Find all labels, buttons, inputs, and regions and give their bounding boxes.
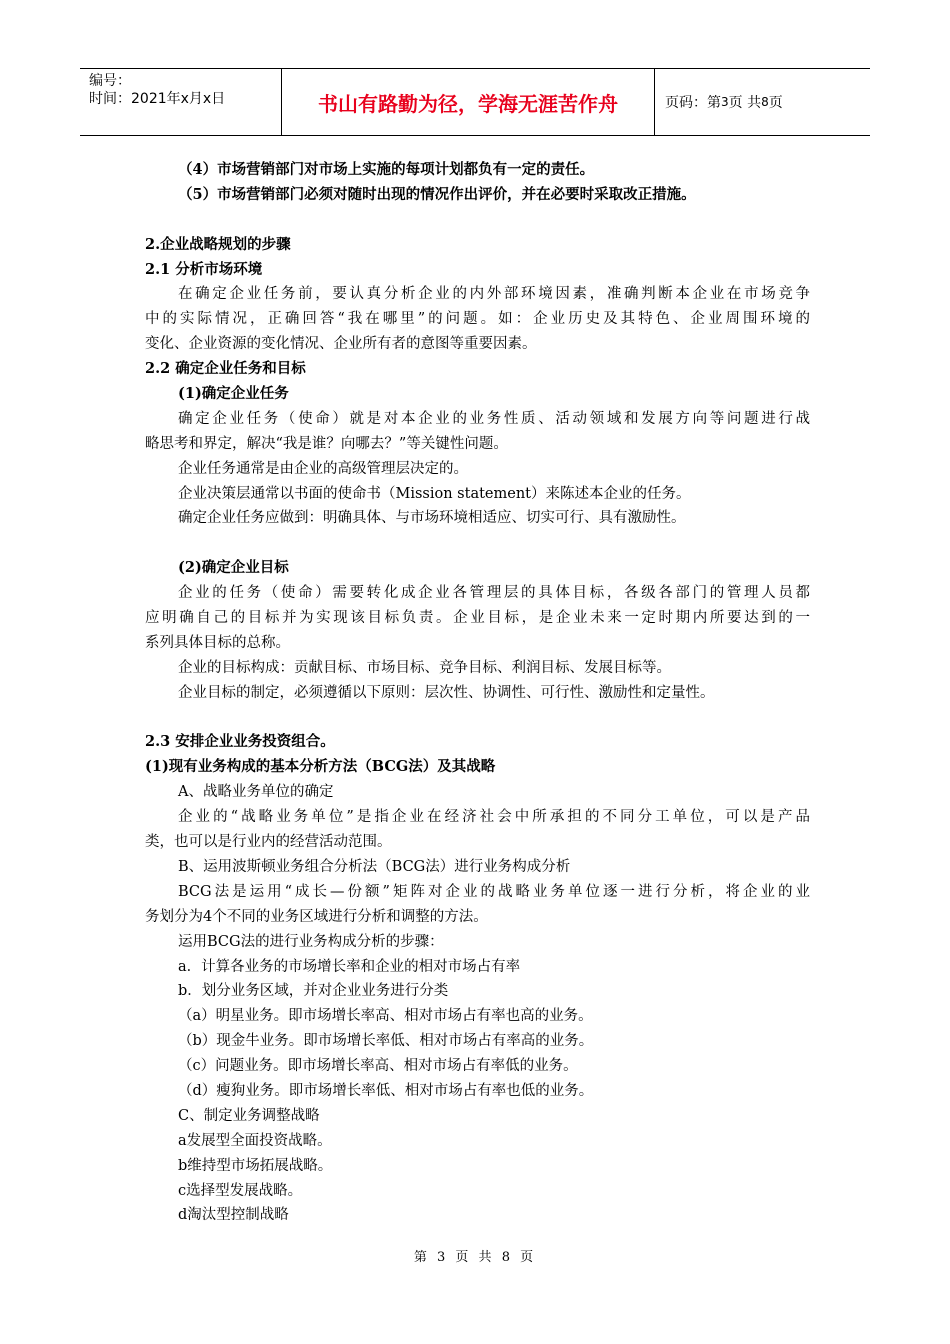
list-item: （c）问题业务。即市场增长率高、相对市场占有率低的业务。 [178,1058,578,1075]
paragraph-line: 企业任务通常是由企业的高级管理层决定的。 [178,460,468,477]
list-item: b．划分业务区域，并对企业业务进行分类 [178,983,449,1000]
list-item: （5）市场营销部门必须对随时出现的情况作出评价，并在必要时采取改正措施。 [178,185,696,203]
paragraph-line: C、制定业务调整战略 [178,1107,320,1124]
paragraph-line: A、战略业务单位的确定 [178,784,334,801]
page-footer: 第 3 页 共 8 页 [413,1250,537,1265]
section-heading: 2.企业战略规划的步骤 [145,235,291,253]
page-prefix: 页码：第 [665,95,721,111]
paragraph-line: 企业的“战略业务单位”是指企业在经济社会中所承担的不同分工单位，可以是产品 [178,809,810,826]
list-item: c选择型发展战略。 [178,1182,303,1199]
page-suffix: 页 [768,95,783,111]
subsection-heading: (1)现有业务构成的基本分析方法（BCG法）及其战略 [145,758,496,776]
paragraph-line: 类，也可以是行业内的经营活动范围。 [145,834,392,851]
paragraph-line: 变化、企业资源的变化情况、企业所有者的意图等重要因素。 [145,336,537,353]
paragraph-line: 略思考和界定，解决“我是谁？向哪去？”等关键性问题。 [145,435,508,452]
page-total: 8 [761,95,769,109]
paragraph-line: 中的实际情况，正确回答“我在哪里”的问题。如：企业历史及其特色、企业周围环境的 [145,311,810,328]
list-item: （a）明星业务。即市场增长率高、相对市场占有率也高的业务。 [178,1008,593,1025]
header-meta [80,69,282,135]
paragraph-line: 系列具体目标的总称。 [145,634,290,651]
paragraph-line: 应明确自己的目标并为实现该目标负责。企业目标，是企业未来一定时期内所要达到的一 [145,610,810,627]
header-motto: 书山有路勤为径，学海无涯苦作舟 [282,69,655,135]
page-header [80,68,870,136]
subsection-heading: (1)确定企业任务 [178,385,289,403]
list-item: （4）市场营销部门对市场上实施的每项计划都负有一定的责任。 [178,161,595,178]
paragraph-line: B、运用波斯顿业务组合分析法（BCG法）进行业务构成分析 [178,858,571,875]
paragraph-line: 企业决策层通常以书面的使命书（Mission statement）来陈述本企业的任务。 [178,485,691,502]
section-heading: 2.1 分析市场环境 [145,260,263,278]
list-item: b维持型市场拓展战略。 [178,1157,333,1174]
list-item: a发展型全面投资战略。 [178,1132,332,1149]
date-label: 时间：2021年x月x日 [89,91,226,107]
page-number: 3 [721,95,729,109]
page-mid: 页 共 [728,95,762,111]
section-heading: 2.3 安排企业业务投资组合。 [145,733,335,751]
paragraph-line: 在确定企业任务前，要认真分析企业的内外部环境因素，准确判断本企业在市场竞争 [178,286,810,303]
number-label: 编号： [89,73,131,89]
paragraph-line: 务划分为4个不同的业务区域进行分析和调整的方法。 [145,908,488,925]
paragraph-line: 企业的目标构成：贡献目标、市场目标、竞争目标、利润目标、发展目标等。 [178,659,671,676]
paragraph-line: 运用BCG法的进行业务构成分析的步骤： [178,933,444,950]
section-heading: 2.2 确定企业任务和目标 [145,360,306,378]
list-item: a．计算各业务的市场增长率和企业的相对市场占有率 [178,958,521,975]
paragraph-line: 企业目标的制定，必须遵循以下原则：层次性、协调性、可行性、激励性和定量性。 [178,684,715,701]
paragraph-line: BCG法是运用“成长—份额”矩阵对企业的战略业务单位逐一进行分析，将企业的业 [178,883,810,900]
paragraph-line: 企业的任务（使命）需要转化成企业各管理层的具体目标，各级各部门的管理人员都 [178,585,810,602]
header-page-info [655,69,870,135]
document-body [145,158,810,1228]
paragraph-line: 确定企业任务（使命）就是对本企业的业务性质、活动领域和发展方向等问题进行战 [178,410,810,427]
subsection-heading: (2)确定企业目标 [178,559,289,577]
list-item: d淘汰型控制战略 [178,1207,289,1224]
paragraph-line: 确定企业任务应做到：明确具体、与市场环境相适应、切实可行、具有激励性。 [178,510,686,527]
list-item: （d）瘦狗业务。即市场增长率低、相对市场占有率也低的业务。 [178,1082,594,1099]
list-item: （b）现金牛业务。即市场增长率低、相对市场占有率高的业务。 [178,1033,594,1050]
